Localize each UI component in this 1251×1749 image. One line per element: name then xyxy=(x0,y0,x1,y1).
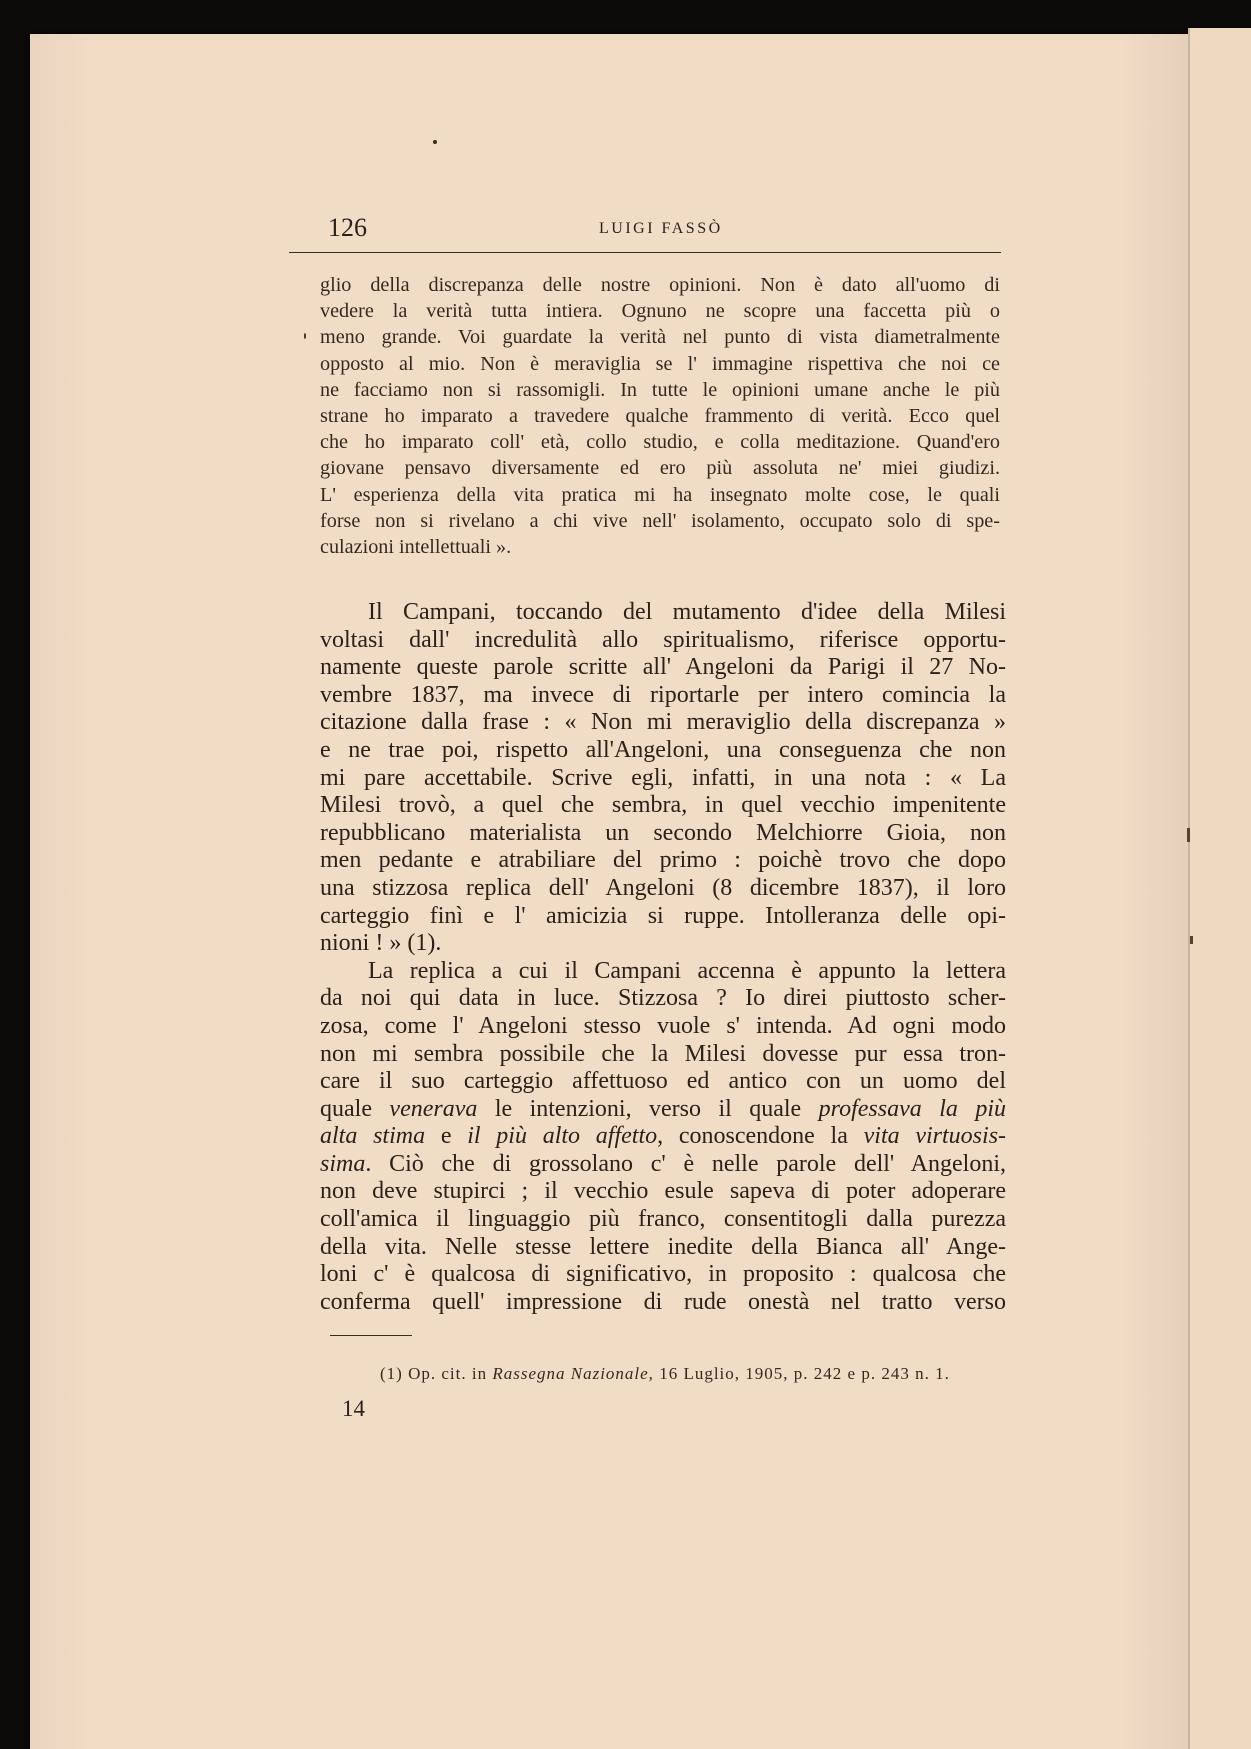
text-line xyxy=(320,1151,1006,1179)
text-run: quale xyxy=(320,1095,390,1122)
margin-mark xyxy=(1187,828,1190,842)
text-run: . Ciò che di grossolano c' è nelle parole dell' Angeloni, xyxy=(365,1150,1006,1177)
text-line: La replica a cui il Campani accenna è appunto la lettera xyxy=(368,957,1006,984)
text-line: da noi qui data in luce. Stizzosa ? Io direi piuttosto scher- xyxy=(320,985,1006,1012)
margin-mark xyxy=(1190,936,1193,944)
italic-text: il più alto affetto xyxy=(467,1123,658,1150)
footnote-text: 16 Luglio, 1905, p. 242 e p. 243 n. 1. xyxy=(653,1364,950,1383)
text-line: citazione dalla frase : « Non mi meraviglio della discrepanza » xyxy=(320,709,1006,736)
italic-text: professava la più xyxy=(818,1095,1006,1122)
running-head: LUIGI FASSÒ xyxy=(599,220,723,237)
text-line: L' esperienza della vita pratica mi ha insegnato molte cose, le quali xyxy=(320,483,1000,506)
text-line: vedere la verità tutta intiera. Ognuno ne scopre una faccetta più o xyxy=(320,300,1000,323)
page-number: 126 xyxy=(328,213,367,242)
text-line: glio della discrepanza delle nostre opinioni. Non è dato all'uomo di xyxy=(320,274,1000,296)
footnote-separator xyxy=(330,1335,412,1336)
text-line: repubblicano materialista un secondo Melchiorre Gioia, non xyxy=(320,819,1006,846)
signature-mark: 14 xyxy=(342,1396,365,1421)
text-line: coll'amica il linguaggio più franco, consentitogli dalla purezza xyxy=(320,1206,1006,1233)
paragraph xyxy=(320,599,1006,958)
quoted-letter-excerpt xyxy=(320,272,1000,560)
italic-text: vita virtuosis- xyxy=(863,1123,1007,1150)
footnote-text: Op. cit. in xyxy=(402,1364,493,1383)
page-header xyxy=(289,210,1001,253)
text-line: Milesi trovò, a quel che sembra, in quel vecchio impenitente xyxy=(320,792,1006,819)
text-line: non deve stupirci ; il vecchio esule sapeva di poter adoperare xyxy=(320,1178,1006,1205)
facing-page-edge xyxy=(1188,28,1251,1749)
text-run: e xyxy=(425,1123,468,1150)
text-line: nioni ! » (1). xyxy=(320,930,442,957)
text-line: opposto al mio. Non è meraviglia se l' immagine rispettiva che noi ce xyxy=(320,352,1000,375)
text-line: e ne trae poi, rispetto all'Angeloni, una conseguenza che non xyxy=(320,736,1006,763)
text-line: namente queste parole scritte all' Angeloni da Parigi il 27 No- xyxy=(320,654,1006,681)
text-line: Il Campani, toccando del mutamento d'idee della Milesi xyxy=(368,599,1006,625)
text-line: zosa, come l' Angeloni stesso vuole s' intenda. Ad ogni modo xyxy=(320,1012,1006,1039)
italic-text: venerava xyxy=(389,1095,478,1122)
text-line: una stizzosa replica dell' Angeloni (8 dicembre 1837), il loro xyxy=(320,874,1006,901)
body-text xyxy=(320,599,1006,1316)
italic-text: sima xyxy=(320,1150,366,1177)
text-line: che ho imparato coll' età, collo studio, e colla meditazione. Quand'ero xyxy=(320,431,1000,454)
text-line: mi pare accettabile. Scrive egli, infatti, in una nota : « La xyxy=(320,764,1006,791)
text-line: forse non si rivelano a chi vive nell' isolamento, occupato solo di spe- xyxy=(320,509,1000,532)
text-line: care il suo carteggio affettuoso ed antico con un uomo del xyxy=(320,1068,1006,1095)
text-line: della vita. Nelle stesse lettere inedite della Bianca all' Ange- xyxy=(320,1233,1006,1260)
text-run: , conoscendone la xyxy=(657,1123,864,1150)
text-line xyxy=(320,1096,1006,1124)
ink-speck xyxy=(433,140,437,144)
text-line: loni c' è qualcosa di significativo, in proposito : qualcosa che xyxy=(320,1261,1006,1288)
text-line: men pedante e atrabiliare del primo : poichè trovo che dopo xyxy=(320,847,1006,874)
text-line: carteggio finì e l' amicizia si ruppe. Intolleranza delle opi- xyxy=(320,902,1006,929)
text-line: culazioni intellettuali ». xyxy=(320,536,512,559)
text-line: non mi sembra possibile che la Milesi dovesse pur essa tron- xyxy=(320,1040,1006,1067)
text-line: vembre 1837, ma invece di riportarle per intero comincia la xyxy=(320,681,1006,708)
text-line: giovane pensavo diversamente ed ero più assoluta ne' miei giudizi. xyxy=(320,457,1000,480)
ink-speck xyxy=(304,333,306,339)
text-run: le intenzioni, verso il quale xyxy=(477,1095,819,1122)
italic-text: alta stima xyxy=(320,1123,426,1150)
text-line: meno grande. Voi guardate la verità nel punto di vista diametralmente xyxy=(320,326,1000,349)
paragraph xyxy=(320,958,1006,1317)
text-line: conferma quell' impressione di rude onestà nel tratto verso xyxy=(320,1288,1006,1315)
text-line: voltasi dall' incredulità allo spiritualismo, riferisce opportu- xyxy=(320,626,1006,653)
footnote-marker: (1) xyxy=(380,1364,403,1383)
text-line xyxy=(320,1123,1006,1151)
text-line: strane ho imparato a travedere qualche frammento di verità. Ecco quel xyxy=(320,405,1000,428)
text-line: ne facciamo non si rassomigli. In tutte le opinioni umane anche le più xyxy=(320,378,1000,401)
footnote-journal-title: Rassegna Nazionale, xyxy=(492,1364,654,1383)
footnote xyxy=(380,1364,950,1384)
